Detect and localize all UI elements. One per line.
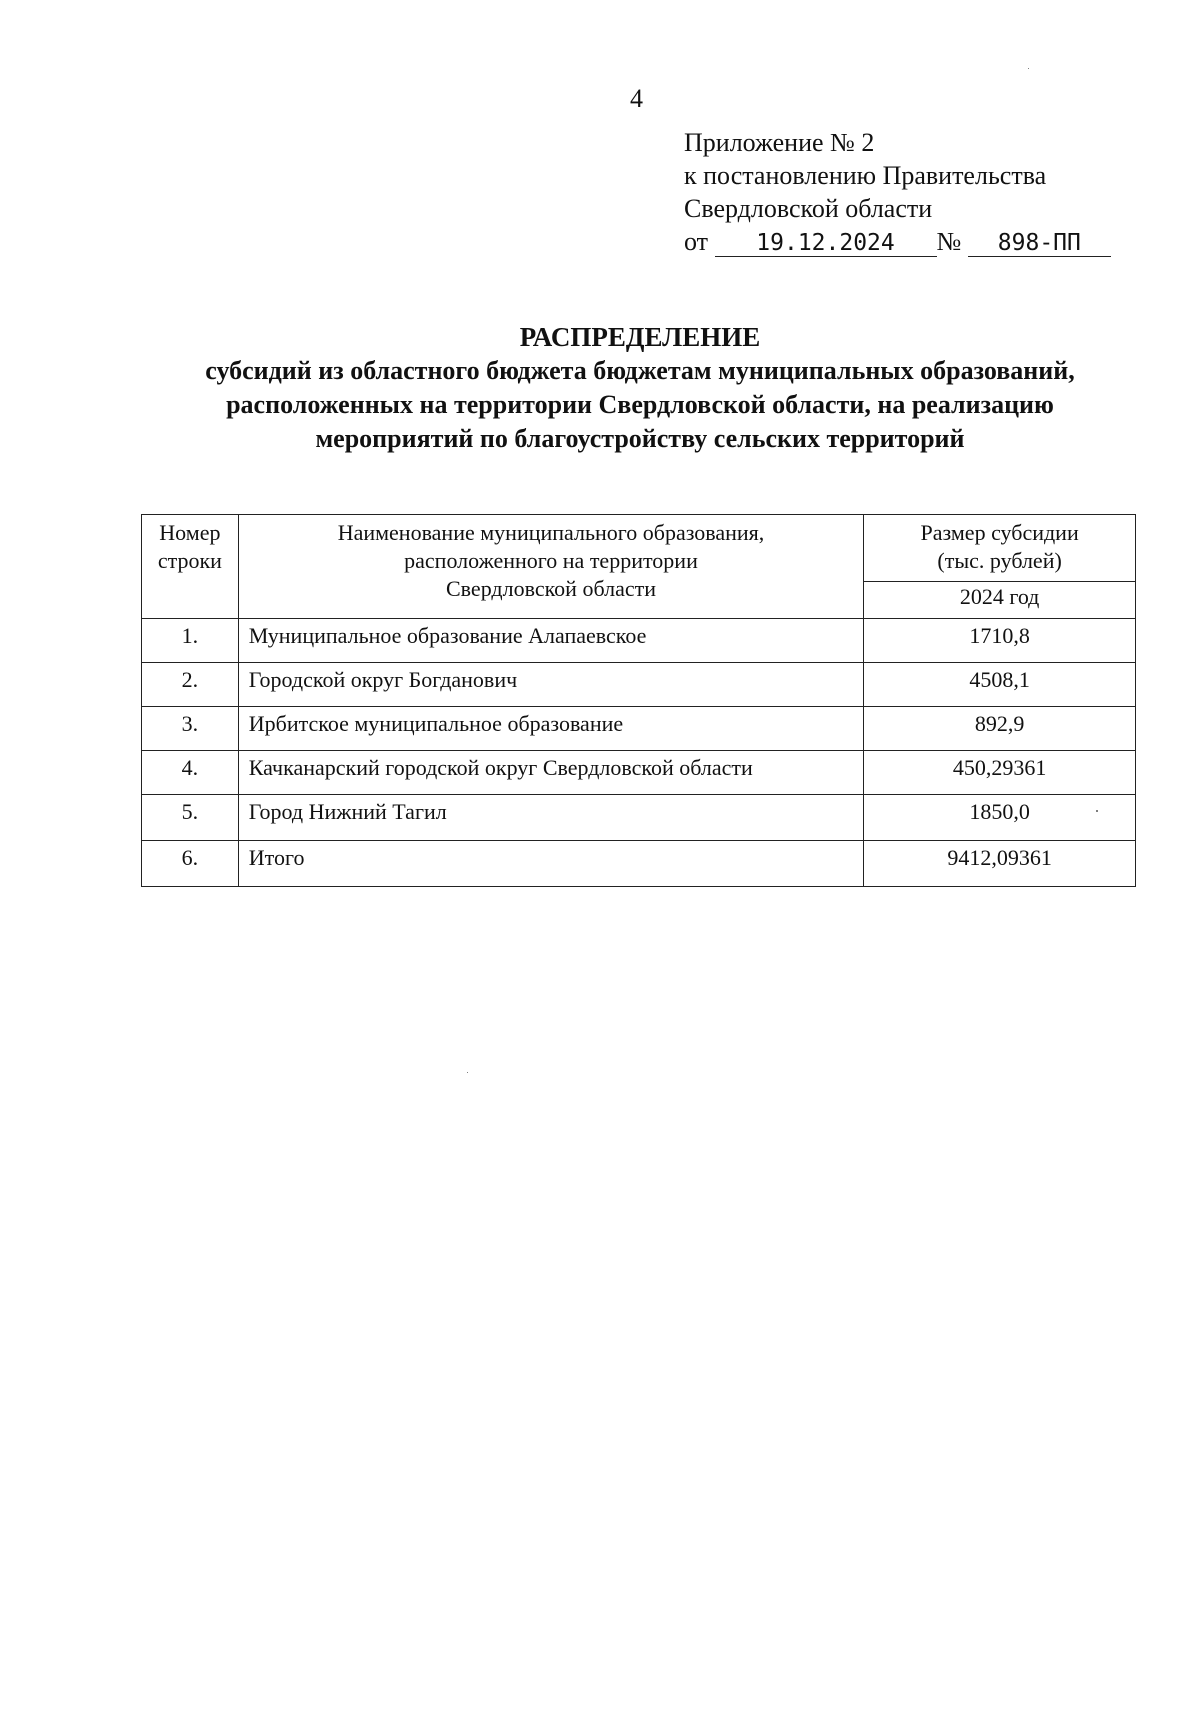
subsidy-value: 1850,0 xyxy=(864,795,1136,841)
resolution-number: 898-ПП xyxy=(968,230,1111,257)
document-subtitle-line-1: субсидий из областного бюджета бюджетам муниципальных образований, xyxy=(205,356,1075,385)
appendix-line-resolution: к постановлению Правительства xyxy=(684,161,1047,190)
subsidy-value: 450,29361 xyxy=(864,751,1136,795)
scan-speck xyxy=(1028,68,1029,69)
scan-speck xyxy=(1096,810,1098,812)
header-row-number xyxy=(142,515,239,619)
subsidy-distribution-table xyxy=(141,514,1136,887)
appendix-title: Приложение № 2 xyxy=(684,128,875,157)
row-number: 3. xyxy=(142,707,239,751)
appendix-date-line xyxy=(684,225,1111,258)
header-name-line-3: Свердловской области xyxy=(446,576,656,601)
subsidy-value: 1710,8 xyxy=(864,619,1136,663)
table-row xyxy=(142,751,1136,795)
table-row xyxy=(142,663,1136,707)
row-number: 1. xyxy=(142,619,239,663)
municipality-name: Городской округ Богданович xyxy=(238,663,863,707)
subsidy-value: 892,9 xyxy=(864,707,1136,751)
header-name-line-2: расположенного на территории xyxy=(404,548,698,573)
municipality-name: Город Нижний Тагил xyxy=(238,795,863,841)
table-row xyxy=(142,619,1136,663)
document-title: РАСПРЕДЕЛЕНИЕ xyxy=(519,322,761,352)
document-subtitle-line-2: расположенных на территории Свердловской области, на реализацию xyxy=(226,390,1054,419)
row-number: 5. xyxy=(142,795,239,841)
row-number: 4. xyxy=(142,751,239,795)
table-row xyxy=(142,707,1136,751)
header-year: 2024 год xyxy=(864,581,1136,618)
table-total-row xyxy=(142,841,1136,887)
scan-speck xyxy=(467,1072,468,1073)
page-number: 4 xyxy=(630,84,643,113)
table-header-row xyxy=(142,515,1136,582)
date-prefix: от xyxy=(684,227,709,256)
header-size-line-1: Размер субсидии xyxy=(920,520,1079,545)
document-subtitle-line-3: мероприятий по благоустройству сельских территорий xyxy=(315,424,965,453)
subsidy-value: 4508,1 xyxy=(864,663,1136,707)
total-value: 9412,09361 xyxy=(864,841,1136,887)
resolution-date: 19.12.2024 xyxy=(715,230,937,257)
appendix-line-region: Свердловской области xyxy=(684,194,933,223)
header-name-line-1: Наименование муниципального образования, xyxy=(337,520,765,545)
header-row-number-line-2: строки xyxy=(157,548,222,573)
municipality-name: Муниципальное образование Алапаевское xyxy=(238,619,863,663)
document-title-block xyxy=(100,320,1180,456)
header-size-line-2: (тыс. рублей) xyxy=(937,548,1062,573)
table-row xyxy=(142,795,1136,841)
municipality-name: Качканарский городской округ Свердловской области xyxy=(238,751,863,795)
header-municipality-name xyxy=(238,515,863,619)
municipality-name: Ирбитское муниципальное образование xyxy=(238,707,863,751)
total-label: Итого xyxy=(238,841,863,887)
row-number: 6. xyxy=(142,841,239,887)
row-number: 2. xyxy=(142,663,239,707)
header-row-number-line-1: Номер xyxy=(159,520,221,545)
header-subsidy-size xyxy=(864,515,1136,582)
appendix-block xyxy=(684,126,1111,258)
number-prefix: № xyxy=(936,227,962,256)
